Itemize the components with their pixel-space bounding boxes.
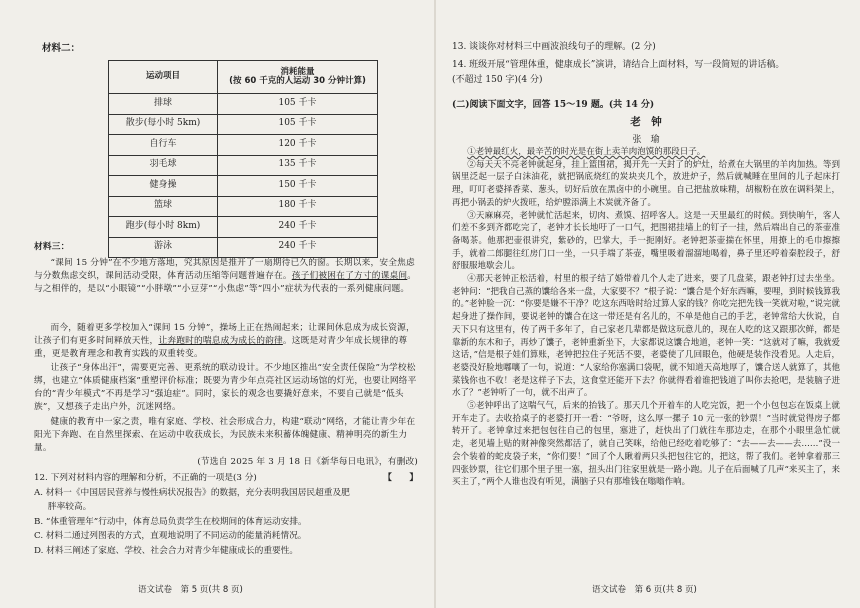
q12-option-d[interactable]: D. 材料三阐述了家庭、学校、社会合力对青少年健康成长的重要性。: [34, 545, 299, 556]
story-paragraph-5: ⑤老钟呼出了这喘气气，后来的抬钱了。那天几个开着车的人吃完饭，把一个小包包忘在饭桌上就开车走了。去收拾桌子的老婆打开一看：“爷呀，这么厚一摞子 10 元一张的钞票！”当时就觉得房子都转开了。老钟拿过来把包包往自己的包里，塞进了，赶快出了门就往车那边走，在那个小眼里急忙就走，老见墙上贴的财神像突然都活了，就自己笑咪，给他已经吃着吃够了：“去——去——去……”没一会个装着的蛇皮袋子来，“你们要！”回了个人瞅着两只头把包往它的，把这，帮了我们。老钟拿着那三四张钞票，往它们那个里子里一塞，扭头出门往家里就是一路小跑。儿子在后面喊了几声“来买主了，来买主了，”两个人谁也没有听见，满脑子只有那堆钱在嗡嗡作响。: [452, 401, 840, 488]
question-13: 13. 谈谈你对材料三中画波浪线句子的理解。(2 分): [452, 42, 656, 52]
story-author: 张 瑜: [632, 135, 660, 145]
table-cell-energy: 120 千卡: [218, 135, 378, 156]
energy-table-body: [109, 94, 378, 258]
table-cell-sport: 健身操: [109, 176, 218, 197]
q12-option-c[interactable]: C. 材料二通过列图表的方式，直观地说明了不同运动的能量消耗情况。: [34, 531, 307, 542]
table-header-sport: 运动项目: [109, 61, 218, 94]
material-3-label: 材料三：: [34, 242, 70, 252]
table-header-energy: [218, 61, 378, 94]
table-row: [109, 94, 378, 115]
page-5: [34, 0, 418, 608]
header-energy-line2: (按 60 千克的人运动 30 分钟计算): [229, 76, 366, 86]
q12-stem: 12. 下列对材料内容的理解和分析，不正确的一项是(3 分): [34, 473, 257, 483]
table-cell-sport: 篮球: [109, 196, 218, 217]
table-row: [109, 176, 378, 197]
page-5-footer: 语文试卷 第 5 页(共 8 页): [138, 585, 243, 595]
table-row: [109, 114, 378, 135]
table-cell-energy: 105 千卡: [218, 114, 378, 135]
material-2-label: 材料二：: [42, 43, 81, 54]
table-row: [109, 196, 378, 217]
story-body: [452, 146, 840, 489]
table-cell-energy: 180 千卡: [218, 196, 378, 217]
table-cell-sport: 跑步(每小时 8km): [109, 217, 218, 238]
table-cell-energy: 240 千卡: [218, 237, 378, 258]
p2-text-a: 而今，随着更多学校加入“课间 15 分钟”，操场上正在热闹起来；让课间休息成为成长资源，让孩子们有更多时间释放天性，: [34, 323, 415, 346]
table-cell-energy: 105 千卡: [218, 94, 378, 115]
story-title: 老 钟: [630, 116, 662, 128]
table-cell-energy: 135 千卡: [218, 155, 378, 176]
header-energy-line1: 消耗能量: [280, 66, 315, 77]
table-cell-sport: 游泳: [109, 237, 218, 258]
p1-text-a: “课间 15 分钟”在不少地方落地，究其原因是推开了一扇期待已久的窗。长期以来，安全焦虑与分数焦虑交织，课间活动受限，体育活动压缩等问题普遍存在。: [34, 258, 415, 281]
table-cell-sport: 自行车: [109, 135, 218, 156]
material-3-paragraph-2: [34, 322, 418, 361]
p1-text-b: 。与之相伴的，是以“小眼镜”“小胖墩”“小豆芽”“小焦虑”等“四小”症状为代表的一系列健康问题。: [34, 270, 417, 294]
table-cell-sport: 散步(每小时 5km): [109, 114, 218, 135]
material-3-paragraph-1: [34, 257, 418, 296]
p2-text-b: 。这既是对青少年成长规律的尊重，更是教育理念和教育实践的双重转变。: [34, 335, 408, 359]
story-paragraph-1: [452, 146, 840, 159]
table-cell-energy: 240 千卡: [218, 217, 378, 238]
p1-underlined: 孩子们被困在了方寸的课桌间: [291, 270, 408, 281]
story-paragraph-4: ④那天老钟正松活着，村里的根子结了婚带着几个人走了进来，要了几盘菜，跟老钟打过去坐坐。老钟问：“把我自己蒸的馕给各来一盘，大家要不？”根子说：“馕合是个好东西嘛，要哩，到时候钱算我的。”老钟脸一沉：“你要是嫌不干净？吃这东西啥时给过算人家的钱？你吃完把先钱一笑就对啦，”说完就起身进了操作间，要说老钟的馕合在这一带还是有名儿的，不单是他自己的手艺，老钟常给大伙说，自天下只有这里有，传了两千多年了，自己家老几辈都是做这玩意儿的，现在人吃的这又跟那次鲜，都是靠新的东木和子，再炒了馕子，老钟重新坐下，大家都说这馕合地道，老钟一笑：“这就对了嘛，我就爱这话，”信是根子娃们算账，老钟把拉住子死活不要，老婆使了几回眼色，他硬是装作没看见。人走后，老婆没好脸地嘟嚷了一句，说道：“人家给你塞满口袋呢，就不知道天高地厚了，馕合送人就算了，其他菜钱你也不收！老是这样子下去，这食堂还能开下去？你就得看着谁把钱道了叫你去抢吧，是装脑子进水了？”老钟听了一句，就不出声了。: [452, 274, 840, 399]
question-14-line2: (不超过 150 字)(4 分): [452, 75, 543, 85]
p2-underlined: 让奔跑时的喘息成为成长的韵律: [158, 335, 283, 346]
q12-option-b[interactable]: B. “体重管理年”行动中，体育总局负责学生在校期间的体育运动安排。: [34, 516, 307, 527]
table-header-row: [109, 61, 378, 94]
table-row: [109, 155, 378, 176]
section-2-heading: (二)阅读下面文字，回答 15～19 题。(共 14 分): [452, 100, 655, 110]
page-gutter: [434, 0, 436, 608]
q12-stem-row: [34, 471, 418, 486]
energy-table: [108, 60, 378, 258]
material-source: (节选自 2025 年 3 月 18 日《新华每日电讯》，有删改): [197, 457, 418, 467]
table-cell-sport: 排球: [109, 94, 218, 115]
table-row: [109, 135, 378, 156]
page-6: [452, 0, 840, 608]
table-row: [109, 217, 378, 238]
story-paragraph-2: ②每天天不亮老钟就起身，挂上篮围裙，揭开先一天封了的炉灶，给煮在大锅里的羊肉加热。等到锅里泛起一层子白沫油花，就把锅底烧红的炭块夹几个，放进炉子，然后就喊睡在里间的儿子起床打理，叮叮老婆择香菜、葱头，切好后放在黑卤中的小碗里。自己把盐放味精，胡椒粉在放在调料架上，再把小锅丢的炉火拨旺，给炉膛添满上木炭就齐备了。: [452, 159, 840, 208]
story-paragraph-3: ③天麻麻亮，老钟就忙活起来，切肉、煮馍、招呼客人。这是一天里最红的时候。到快晌午，客人们差不多到齐都吃完了，老钟才长长地吁了一口气，把围裙挂墙上的钉子一挂，然后端出自己的茶壶准备喝茶。他那把壶很讲究，紫砂的，巴掌大，手一扼刚好。老钟把茶壶揣在怀里，用撩上的毛巾擦擦手，就着二郎腿往红房门口一坐，一只手端了茶壶，嘴里吸着溜溜地喝着，鼻子里还哼着秦腔段子，舒舒服服地歇会儿。: [452, 210, 840, 272]
table-cell-sport: 羽毛球: [109, 155, 218, 176]
page-6-footer: 语文试卷 第 6 页(共 8 页): [592, 585, 697, 595]
q12-answer-bracket[interactable]: 【 】: [383, 473, 418, 483]
question-14-line1: 14. 班级开展“管理体重，健康成长”演讲，请结合上面材料，写一段简短的讲话稿。: [452, 60, 785, 70]
question-12: [34, 471, 418, 559]
table-cell-energy: 150 千卡: [218, 176, 378, 197]
q12-option-a[interactable]: A. 材料一《中国居民营养与慢性病状况报告》的数据，充分表明我国居民超重及肥: [34, 487, 350, 498]
material-3-paragraph-3: 让孩子“身体出汗”，需要更完善、更系统的联动设计。不少地区推出“安全责任保险”为学校松绑，也建立“体质健康档案”重塑评价标准；既要为青少年点亮社区运动场馆的灯光，也要让网络平台的“青少年模式”不再是学习“强迫症”。同时，家长的观念也要撬好意来，不要自己就是“低头族”，又想孩子走出户外，沉迷网络。: [34, 363, 417, 412]
q12-option-a-cont: 胖率较高。: [47, 502, 92, 513]
wavy-marked-sentence: ①老钟最红火，最辛苦的时光是在街上卖羊肉泡馍的那段日子。: [467, 147, 706, 157]
material-3-paragraph-4: 健康的教育中一家之责，唯有家庭、学校、社会形成合力，构建“联动”网络，才能让青少年在阳光下奔跑、在自然里探索、在运动中收获成长，为民族未来积蓄体魄健康、精神明亮的新生力量。: [34, 417, 416, 453]
